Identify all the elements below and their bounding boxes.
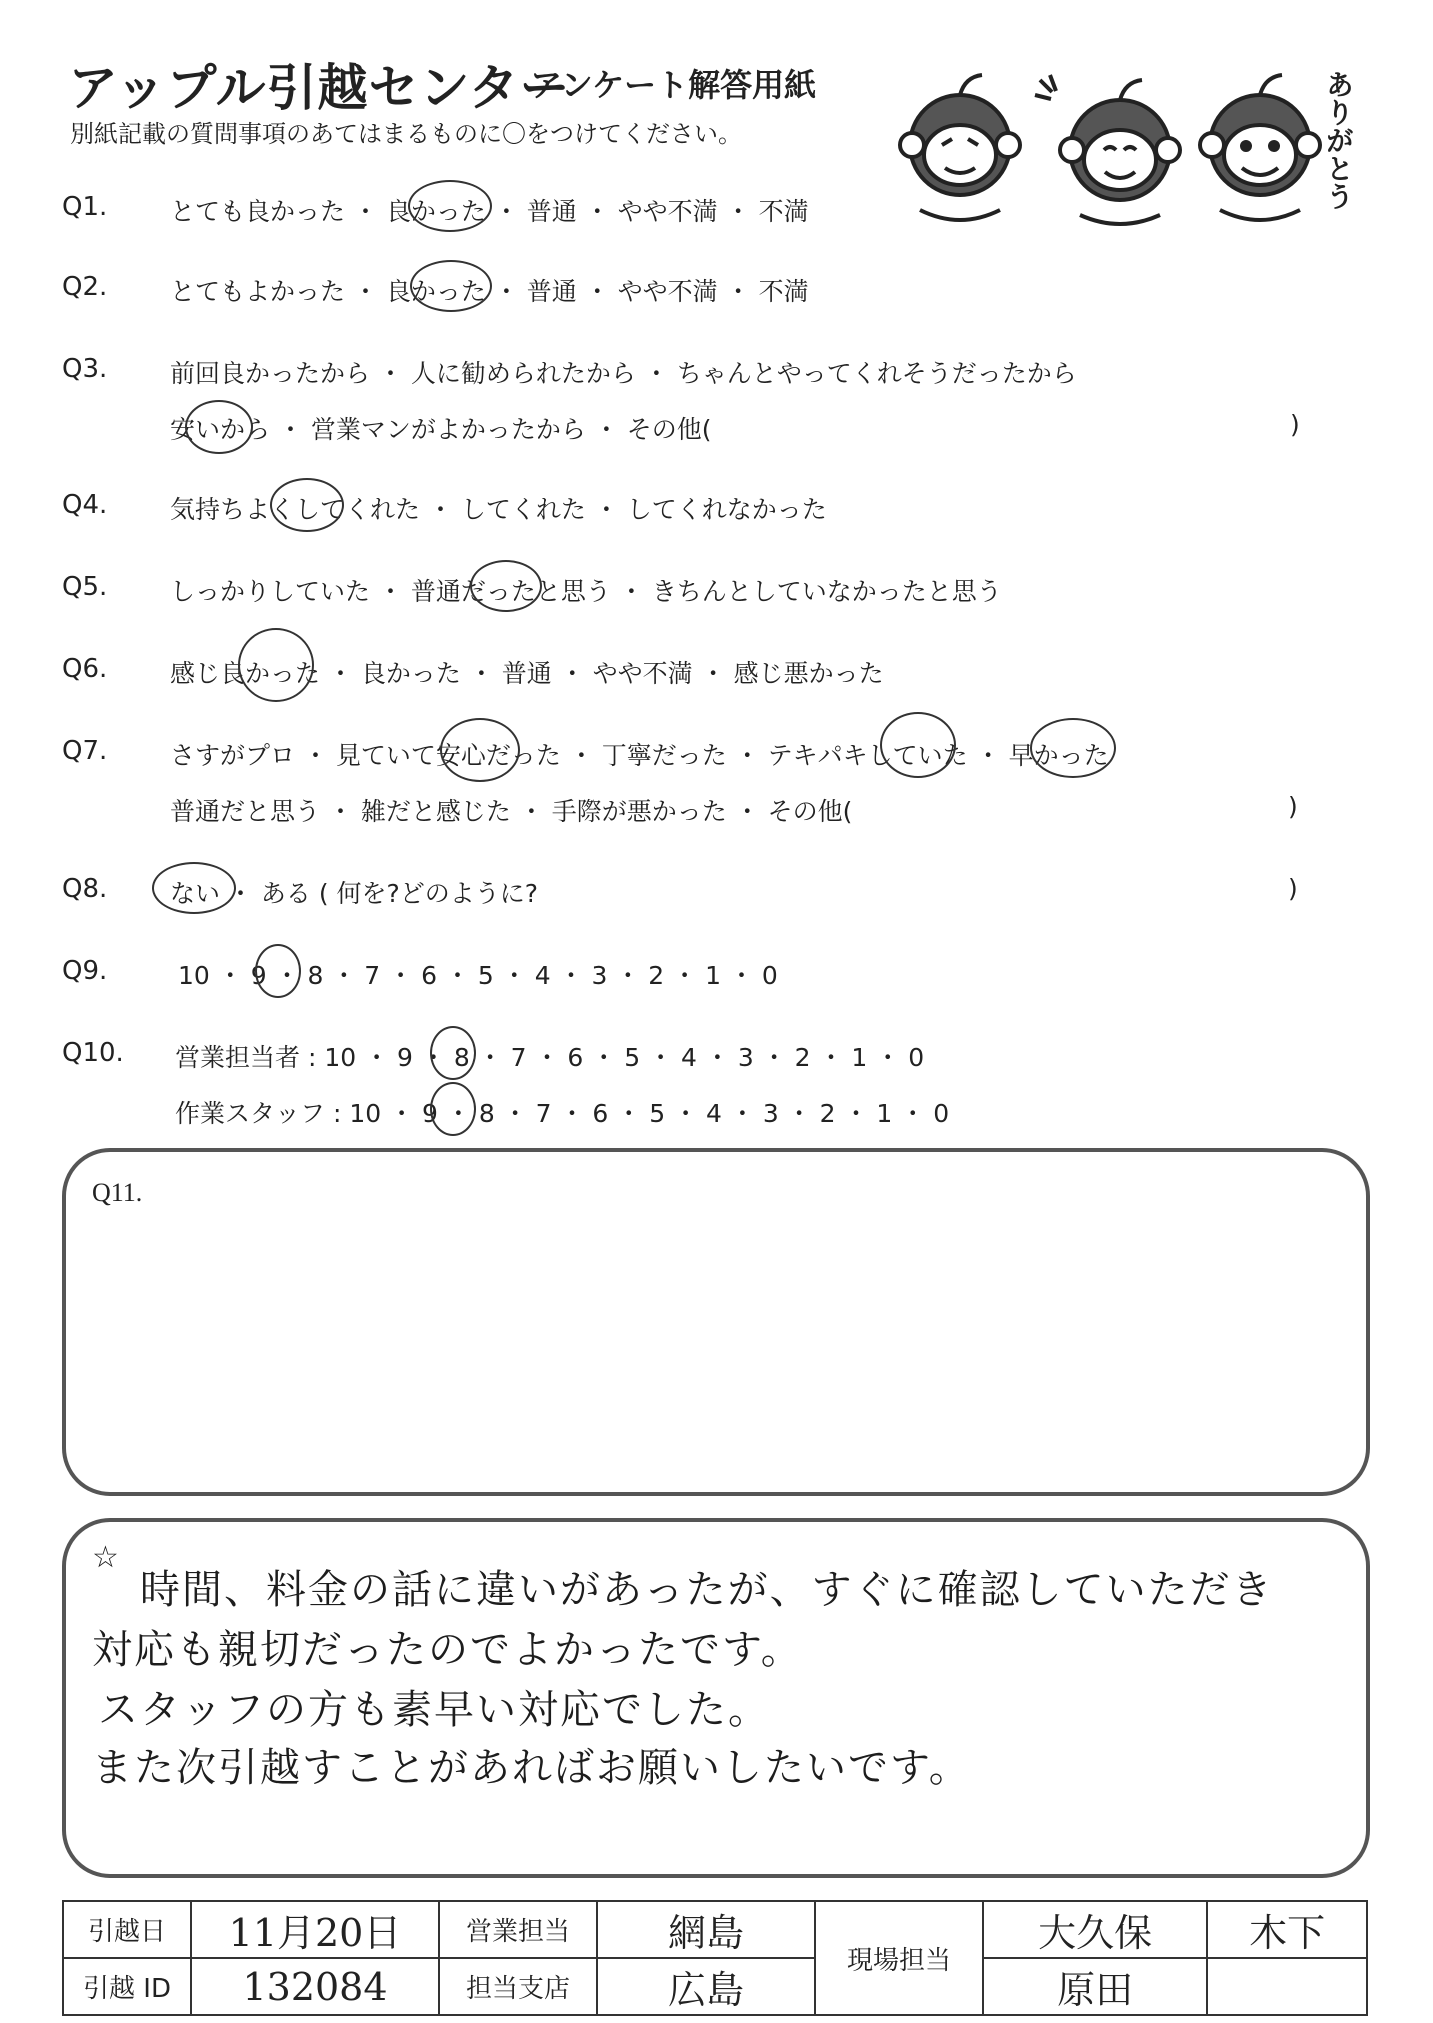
q10-staff-scale[interactable]: 作業スタッフ : 10 ・ 9 ・ 8 ・ 7 ・ 6 ・ 5 ・ 4 ・ 3 ・ 2 ・ 1 ・ 0 — [175, 1099, 950, 1128]
move-id-value: 132084 — [191, 1958, 439, 2015]
q7-close-paren: ) — [1288, 792, 1298, 821]
comment-line-2: 対応も親切だったのでよかったです。 — [92, 1627, 803, 1673]
site-staff-3: 原田 — [983, 1958, 1207, 2015]
sales-rep-label: 営業担当 — [439, 1901, 597, 1958]
q2-options[interactable]: とてもよかった ・ 良かった ・ 普通 ・ やや不満 ・ 不満 — [170, 277, 809, 306]
branch-value: 広島 — [597, 1958, 815, 2015]
site-staff-1: 大久保 — [983, 1901, 1207, 1958]
q10-label: Q10. — [62, 1038, 124, 1068]
q9-scale[interactable]: 10 ・ 9 ・ 8 ・ 7 ・ 6 ・ 5 ・ 4 ・ 3 ・ 2 ・ 1 ・ 0 — [178, 961, 778, 990]
q8-label: Q8. — [62, 874, 108, 904]
q10-sales-scale[interactable]: 営業担当者 : 10 ・ 9 ・ 8 ・ 7 ・ 6 ・ 5 ・ 4 ・ 3 ・ 2 ・ 1 ・ 0 — [175, 1043, 925, 1072]
monkey-icon — [1035, 75, 1180, 224]
q7-options-line2[interactable]: 普通だと思う ・ 雑だと感じた ・ 手際が悪かった ・ その他( — [170, 797, 853, 826]
instruction-text: 別紙記載の質問事項のあてはまるものに〇をつけてください。 — [70, 120, 742, 148]
q11-label: Q11. — [92, 1178, 143, 1207]
thanks-text: ありがとう — [1322, 70, 1355, 210]
q5-label: Q5. — [62, 572, 108, 602]
q1-options[interactable]: とても良かった ・ 良かった ・ 普通 ・ やや不満 ・ 不満 — [170, 197, 809, 226]
q6-options[interactable]: 感じ良かった ・ 良かった ・ 普通 ・ やや不満 ・ 感じ悪かった — [170, 659, 884, 688]
q3-close-paren: ) — [1290, 410, 1300, 439]
q6-label: Q6. — [62, 654, 108, 684]
company-title: アップル引越センター — [68, 59, 571, 117]
move-id-label: 引越 ID — [63, 1958, 191, 2015]
sales-rep-value: 網島 — [597, 1901, 815, 1958]
monkey-icon — [900, 75, 1020, 220]
q2-label: Q2. — [62, 272, 108, 302]
comment-line-1: 時間、料金の話に違いがあったが、すぐに確認していただき — [140, 1567, 1274, 1613]
move-info-table — [62, 1900, 1368, 2016]
q3-options-line2[interactable]: 安いから ・ 営業マンがよかったから ・ その他( — [170, 415, 712, 444]
q8-options[interactable]: ない ・ ある ( 何を?どのように? — [170, 879, 539, 908]
q7-options-line1[interactable]: さすがプロ ・ 見ていて安心だった ・ 丁寧だった ・ テキパキしていた ・ 早かった — [170, 741, 1109, 770]
site-staff-4 — [1207, 1958, 1367, 2015]
q8-close-paren: ) — [1288, 874, 1298, 903]
monkey-mascots-illustration — [890, 50, 1360, 230]
move-date-value: 11月20日 — [191, 1901, 439, 1958]
q1-label: Q1. — [62, 192, 108, 222]
q4-label: Q4. — [62, 490, 108, 520]
star-icon: ☆ — [92, 1540, 119, 1575]
branch-label: 担当支店 — [439, 1958, 597, 2015]
q9-label: Q9. — [62, 956, 108, 986]
sheet-title: アンケート解答用紙 — [530, 66, 817, 104]
move-date-label: 引越日 — [63, 1901, 191, 1958]
comment-line-3: スタッフの方も素早い対応でした。 — [98, 1687, 770, 1733]
q11-box — [62, 1148, 1370, 1496]
q5-options[interactable]: しっかりしていた ・ 普通だったと思う ・ きちんとしていなかったと思う — [170, 577, 1002, 606]
q3-label: Q3. — [62, 354, 108, 384]
site-staff-label: 現場担当 — [815, 1901, 983, 2015]
q4-options[interactable]: 気持ちよくしてくれた ・ してくれた ・ してくれなかった — [170, 495, 827, 524]
q3-options-line1[interactable]: 前回良かったから ・ 人に勧められたから ・ ちゃんとやってくれそうだったから — [170, 359, 1077, 388]
site-staff-2: 木下 — [1207, 1901, 1367, 1958]
comment-line-4: また次引越すことがあればお願いしたいです。 — [92, 1745, 971, 1791]
q7-label: Q7. — [62, 736, 108, 766]
monkey-icon — [1200, 75, 1320, 220]
